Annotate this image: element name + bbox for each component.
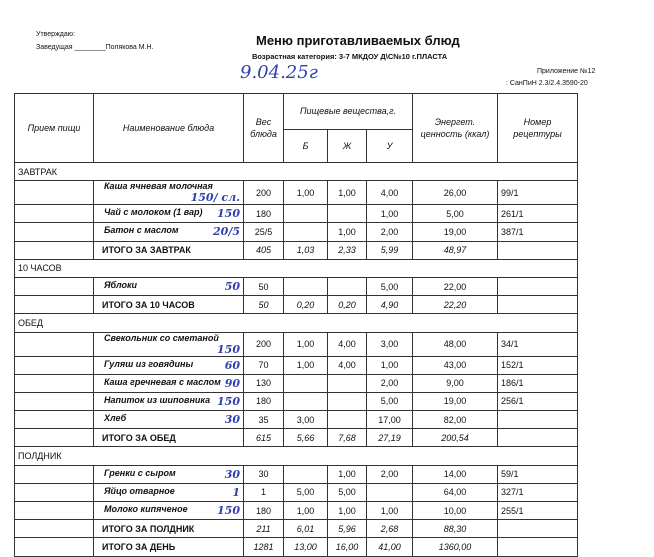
dish-u: 2,00 [367, 223, 413, 241]
col-header-energy: Энергет. ценность (ккал) [413, 94, 498, 163]
handwritten-portion: 150 [217, 342, 240, 356]
dish-u: 1,00 [367, 502, 413, 520]
dish-recipe: 256/1 [498, 392, 578, 410]
dish-weight: 200 [244, 332, 284, 356]
total-u: 5,99 [367, 241, 413, 259]
section-row [15, 314, 578, 332]
total-zh: 5,96 [328, 520, 367, 538]
dish-zh [328, 374, 367, 392]
dish-energy: 64,00 [413, 483, 498, 501]
day-total-u: 41,00 [367, 538, 413, 556]
handwritten-portion: 30 [224, 467, 240, 481]
day-total-label: ИТОГО ЗА ДЕНЬ [94, 538, 244, 556]
dish-u: 1,00 [367, 205, 413, 223]
dish-name: Свекольник со сметаной [104, 332, 219, 343]
dish-b: 1,00 [284, 181, 328, 205]
dish-row [15, 502, 578, 520]
dish-row [15, 356, 578, 374]
dish-recipe: 99/1 [498, 181, 578, 205]
dish-weight: 30 [244, 465, 284, 483]
handwritten-portion: 90 [224, 376, 240, 390]
dish-zh: 1,00 [328, 465, 367, 483]
section-name: ПОЛДНИК [15, 447, 578, 465]
handwritten-portion: 50 [224, 280, 240, 294]
col-header-weight: Вес блюда [244, 94, 284, 163]
day-total-zh: 16,00 [328, 538, 367, 556]
day-total-b: 13,00 [284, 538, 328, 556]
dish-energy: 10,00 [413, 502, 498, 520]
dish-b [284, 465, 328, 483]
dish-u: 2,00 [367, 374, 413, 392]
total-row [15, 520, 578, 538]
col-header-recipe: Номер рецептуры [498, 94, 578, 163]
dish-recipe: 34/1 [498, 332, 578, 356]
handwritten-portion: 150/ сл. [190, 191, 240, 205]
handwritten-portion: 20/5 [213, 225, 240, 239]
total-row [15, 429, 578, 447]
dish-energy: 14,00 [413, 465, 498, 483]
col-header-dish: Наименование блюда [94, 94, 244, 163]
dish-row [15, 223, 578, 241]
dish-row [15, 465, 578, 483]
handwritten-date: 9.04.25г [240, 62, 318, 83]
total-label: ИТОГО ЗА ЗАВТРАК [94, 241, 244, 259]
menu-table [14, 93, 578, 557]
dish-weight: 25/5 [244, 223, 284, 241]
section-name: ЗАВТРАК [15, 163, 578, 181]
col-header-zh: Ж [328, 130, 367, 163]
total-b: 0,20 [284, 296, 328, 314]
dish-b [284, 374, 328, 392]
handwritten-portion: 60 [224, 358, 240, 372]
day-total-weight: 1281 [244, 538, 284, 556]
total-b: 6,01 [284, 520, 328, 538]
dish-name: Хлеб [104, 413, 127, 424]
dish-weight: 180 [244, 502, 284, 520]
dish-u: 2,00 [367, 465, 413, 483]
total-energy: 200,54 [413, 429, 498, 447]
dish-recipe: 59/1 [498, 465, 578, 483]
dish-row [15, 205, 578, 223]
total-zh: 0,20 [328, 296, 367, 314]
dish-zh: 5,00 [328, 483, 367, 501]
total-b: 5,66 [284, 429, 328, 447]
dish-zh [328, 277, 367, 295]
total-b: 1,03 [284, 241, 328, 259]
dish-zh: 4,00 [328, 332, 367, 356]
dish-energy: 19,00 [413, 392, 498, 410]
total-weight: 405 [244, 241, 284, 259]
col-header-nutrients: Пищевые вещества,г. [284, 94, 413, 130]
section-name: 10 ЧАСОВ [15, 259, 578, 277]
col-header-meal: Прием пищи [15, 94, 94, 163]
dish-weight: 35 [244, 411, 284, 429]
dish-name: Яйцо отварное [104, 485, 175, 496]
dish-u: 1,00 [367, 356, 413, 374]
dish-b [284, 277, 328, 295]
dish-name: Яблоки [104, 280, 138, 291]
section-row [15, 163, 578, 181]
dish-b: 5,00 [284, 483, 328, 501]
dish-recipe: 255/1 [498, 502, 578, 520]
day-total-row [15, 538, 578, 556]
total-label: ИТОГО ЗА ОБЕД [94, 429, 244, 447]
dish-zh: 1,00 [328, 223, 367, 241]
dish-energy: 26,00 [413, 181, 498, 205]
total-energy: 48,97 [413, 241, 498, 259]
dish-u: 4,00 [367, 181, 413, 205]
dish-zh: 4,00 [328, 356, 367, 374]
dish-u: 17,00 [367, 411, 413, 429]
appendix-number: Приложение №12 [537, 68, 596, 75]
total-label: ИТОГО ЗА ПОЛДНИК [94, 520, 244, 538]
menu-table-body [15, 163, 578, 557]
dish-row [15, 181, 578, 205]
total-energy: 22,20 [413, 296, 498, 314]
handwritten-portion: 30 [224, 413, 240, 427]
dish-zh [328, 411, 367, 429]
appendix-sanpin: : СанПиН 2.3/2.4.3590-20 [506, 80, 588, 87]
dish-name: Каша гречневая с маслом [104, 376, 221, 387]
dish-energy: 5,00 [413, 205, 498, 223]
document-title: Меню приготавливаемых блюд [256, 33, 460, 48]
dish-weight: 50 [244, 277, 284, 295]
dish-row [15, 483, 578, 501]
total-weight: 211 [244, 520, 284, 538]
dish-weight: 130 [244, 374, 284, 392]
dish-zh: 1,00 [328, 181, 367, 205]
total-u: 4,90 [367, 296, 413, 314]
dish-energy: 19,00 [413, 223, 498, 241]
dish-name: Батон с маслом [104, 225, 179, 236]
dish-u: 5,00 [367, 392, 413, 410]
total-weight: 615 [244, 429, 284, 447]
day-total-energy: 1360,00 [413, 538, 498, 556]
total-row [15, 296, 578, 314]
dish-u: 3,00 [367, 332, 413, 356]
total-zh: 2,33 [328, 241, 367, 259]
dish-u [367, 483, 413, 501]
document-subtitle: Возрастная категория: 3-7 МКДОУ Д\С№10 г.ПЛАСТА [252, 52, 448, 61]
dish-energy: 22,00 [413, 277, 498, 295]
dish-recipe: 327/1 [498, 483, 578, 501]
dish-b: 1,00 [284, 502, 328, 520]
dish-weight: 180 [244, 392, 284, 410]
dish-recipe: 186/1 [498, 374, 578, 392]
dish-energy: 9,00 [413, 374, 498, 392]
dish-energy: 82,00 [413, 411, 498, 429]
section-name: ОБЕД [15, 314, 578, 332]
dish-name: Напиток из шиповника [104, 394, 211, 405]
dish-row [15, 277, 578, 295]
dish-row [15, 392, 578, 410]
col-header-b: Б [284, 130, 328, 163]
dish-b [284, 223, 328, 241]
dish-b [284, 205, 328, 223]
dish-recipe [498, 277, 578, 295]
dish-u: 5,00 [367, 277, 413, 295]
dish-zh [328, 205, 367, 223]
dish-name: Чай с молоком (1 вар) [104, 207, 203, 218]
col-header-u: У [367, 130, 413, 163]
handwritten-portion: 150 [217, 504, 240, 518]
dish-row [15, 411, 578, 429]
dish-energy: 48,00 [413, 332, 498, 356]
dish-name: Гренки с сыром [104, 467, 176, 478]
dish-b: 1,00 [284, 332, 328, 356]
section-row [15, 447, 578, 465]
handwritten-portion: 1 [232, 485, 240, 499]
dish-energy: 43,00 [413, 356, 498, 374]
dish-weight: 70 [244, 356, 284, 374]
dish-b [284, 392, 328, 410]
total-zh: 7,68 [328, 429, 367, 447]
dish-zh: 1,00 [328, 502, 367, 520]
dish-b: 1,00 [284, 356, 328, 374]
approved-label: Утверждаю: [36, 31, 75, 38]
dish-name: Молоко кипяченое [104, 504, 188, 515]
head-signature-line: Заведущая ________Полякова М.Н. [36, 44, 154, 51]
dish-recipe: 261/1 [498, 205, 578, 223]
dish-row [15, 374, 578, 392]
total-u: 2,68 [367, 520, 413, 538]
handwritten-portion: 150 [217, 394, 240, 408]
handwritten-portion: 150 [217, 207, 240, 221]
dish-name: Каша ячневая молочная [104, 181, 213, 192]
section-row [15, 259, 578, 277]
dish-recipe: 387/1 [498, 223, 578, 241]
dish-name: Гуляш из говядины [104, 358, 194, 369]
total-label: ИТОГО ЗА 10 ЧАСОВ [94, 296, 244, 314]
dish-recipe: 152/1 [498, 356, 578, 374]
dish-weight: 180 [244, 205, 284, 223]
dish-weight: 1 [244, 483, 284, 501]
dish-weight: 200 [244, 181, 284, 205]
dish-row [15, 332, 578, 356]
total-u: 27,19 [367, 429, 413, 447]
total-energy: 88,30 [413, 520, 498, 538]
dish-recipe [498, 411, 578, 429]
total-weight: 50 [244, 296, 284, 314]
total-row [15, 241, 578, 259]
dish-b: 3,00 [284, 411, 328, 429]
dish-zh [328, 392, 367, 410]
